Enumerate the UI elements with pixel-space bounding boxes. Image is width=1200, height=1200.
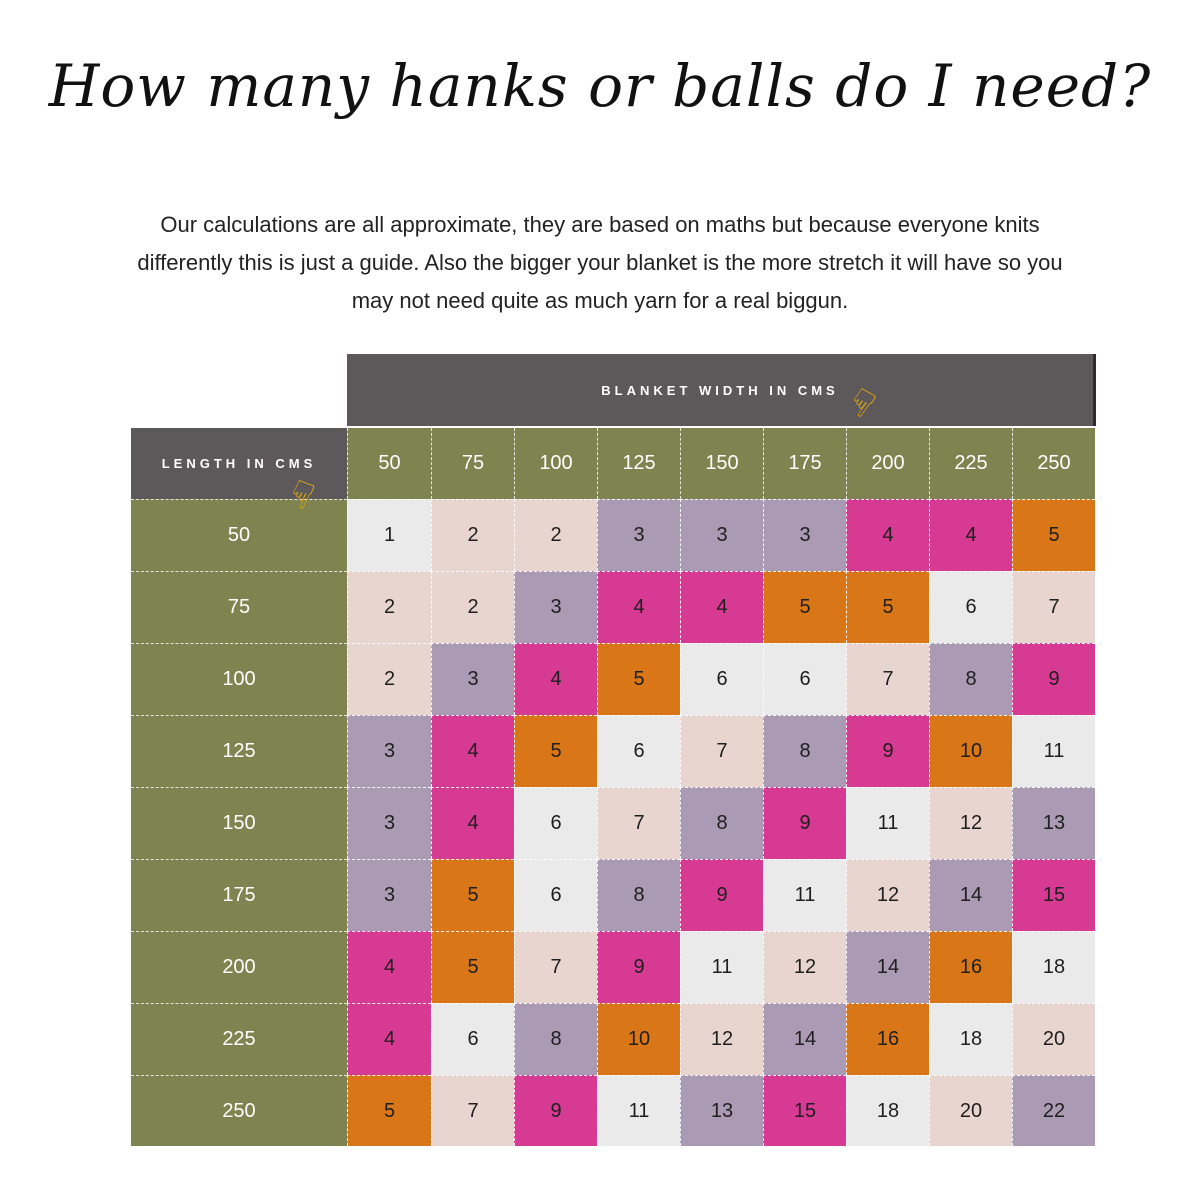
hank-count-cell: 8	[514, 1003, 597, 1075]
hank-count-cell: 2	[347, 571, 431, 643]
hank-count-cell: 11	[846, 787, 929, 859]
hank-count-cell: 3	[347, 859, 431, 931]
width-column-header: 150	[680, 428, 763, 499]
hank-count-cell: 3	[763, 499, 846, 571]
width-column-header: 225	[929, 428, 1012, 499]
hank-count-cell: 3	[597, 499, 680, 571]
hank-count-cell: 5	[431, 931, 514, 1003]
width-column-header: 125	[597, 428, 680, 499]
length-row-header: 200	[131, 931, 347, 1003]
hank-count-cell: 7	[514, 931, 597, 1003]
hank-count-cell: 20	[929, 1075, 1012, 1146]
hank-count-cell: 4	[431, 715, 514, 787]
hank-count-cell: 10	[597, 1003, 680, 1075]
length-row-header: 100	[131, 643, 347, 715]
hank-count-cell: 3	[431, 643, 514, 715]
length-row-header: 75	[131, 571, 347, 643]
hank-count-cell: 13	[1012, 787, 1095, 859]
hank-count-cell: 4	[347, 1003, 431, 1075]
pointing-hand-icon: ☟	[282, 472, 320, 519]
hank-count-cell: 14	[846, 931, 929, 1003]
hank-count-cell: 4	[846, 499, 929, 571]
hank-count-cell: 7	[597, 787, 680, 859]
hank-count-cell: 9	[680, 859, 763, 931]
width-column-header: 100	[514, 428, 597, 499]
intro-text: Our calculations are all approximate, they are based on maths but because everyone knits differently this is just a guide. Also the bigger your blanket is the more stretch it will have so you may not need quite as much yarn for a real biggun.	[137, 212, 1063, 313]
hank-count-cell: 3	[347, 787, 431, 859]
hank-count-cell: 10	[929, 715, 1012, 787]
hank-count-cell: 16	[929, 931, 1012, 1003]
hank-count-cell: 5	[514, 715, 597, 787]
hank-count-cell: 9	[597, 931, 680, 1003]
hank-count-cell: 8	[929, 643, 1012, 715]
length-row-header: 175	[131, 859, 347, 931]
hank-count-cell: 2	[347, 643, 431, 715]
width-column-header: 50	[347, 428, 431, 499]
hank-count-cell: 16	[846, 1003, 929, 1075]
hank-count-cell: 18	[846, 1075, 929, 1146]
hank-count-cell: 4	[431, 787, 514, 859]
length-row-header: 250	[131, 1075, 347, 1146]
hank-count-cell: 3	[680, 499, 763, 571]
hank-count-cell: 12	[929, 787, 1012, 859]
hank-count-cell: 2	[514, 499, 597, 571]
width-column-header: 200	[846, 428, 929, 499]
hank-count-cell: 6	[763, 643, 846, 715]
width-header: BLANKET WIDTH IN CMS	[347, 354, 1096, 426]
width-column-header: 175	[763, 428, 846, 499]
hank-count-cell: 8	[680, 787, 763, 859]
hank-count-cell: 12	[763, 931, 846, 1003]
hank-count-cell: 6	[431, 1003, 514, 1075]
hank-count-cell: 1	[347, 499, 431, 571]
hank-count-cell: 5	[1012, 499, 1095, 571]
length-row-header: 50	[131, 499, 347, 571]
hank-count-cell: 6	[597, 715, 680, 787]
hank-count-cell: 4	[929, 499, 1012, 571]
hank-count-cell: 4	[514, 643, 597, 715]
length-header: LENGTH IN CMS	[131, 428, 347, 499]
hank-count-cell: 2	[431, 571, 514, 643]
hank-count-cell: 7	[431, 1075, 514, 1146]
hank-count-cell: 14	[929, 859, 1012, 931]
hank-count-cell: 6	[514, 787, 597, 859]
hank-count-cell: 7	[846, 643, 929, 715]
hank-count-cell: 3	[347, 715, 431, 787]
hank-count-cell: 4	[347, 931, 431, 1003]
hank-count-cell: 12	[680, 1003, 763, 1075]
hank-count-cell: 9	[846, 715, 929, 787]
hank-count-cell: 22	[1012, 1075, 1095, 1146]
length-row-header: 150	[131, 787, 347, 859]
hank-count-cell: 6	[514, 859, 597, 931]
hank-count-cell: 4	[597, 571, 680, 643]
hank-count-cell: 9	[514, 1075, 597, 1146]
hank-count-cell: 18	[929, 1003, 1012, 1075]
hank-count-cell: 8	[597, 859, 680, 931]
hank-count-cell: 6	[929, 571, 1012, 643]
width-column-header: 75	[431, 428, 514, 499]
hank-count-cell: 11	[597, 1075, 680, 1146]
pointing-hand-icon: ☟	[840, 380, 882, 427]
width-column-header: 250	[1012, 428, 1095, 499]
hank-count-cell: 13	[680, 1075, 763, 1146]
hank-count-cell: 8	[763, 715, 846, 787]
hank-count-cell: 2	[431, 499, 514, 571]
hank-count-cell: 5	[347, 1075, 431, 1146]
hank-count-cell: 11	[1012, 715, 1095, 787]
hank-count-cell: 15	[763, 1075, 846, 1146]
hank-count-cell: 3	[514, 571, 597, 643]
hank-count-cell: 6	[680, 643, 763, 715]
hank-count-cell: 18	[1012, 931, 1095, 1003]
length-row-header: 225	[131, 1003, 347, 1075]
hank-count-cell: 20	[1012, 1003, 1095, 1075]
hank-count-cell: 5	[763, 571, 846, 643]
hank-count-cell: 11	[680, 931, 763, 1003]
hank-count-cell: 15	[1012, 859, 1095, 931]
hank-count-cell: 9	[763, 787, 846, 859]
hank-count-cell: 5	[597, 643, 680, 715]
hank-count-cell: 14	[763, 1003, 846, 1075]
hank-count-cell: 5	[431, 859, 514, 931]
hank-count-cell: 9	[1012, 643, 1095, 715]
hank-count-cell: 11	[763, 859, 846, 931]
hank-count-cell: 7	[1012, 571, 1095, 643]
hank-count-cell: 7	[680, 715, 763, 787]
page-title: How many hanks or balls do I need?	[48, 52, 1152, 120]
length-row-header: 125	[131, 715, 347, 787]
hank-count-cell: 4	[680, 571, 763, 643]
hank-count-cell: 12	[846, 859, 929, 931]
hank-count-cell: 5	[846, 571, 929, 643]
